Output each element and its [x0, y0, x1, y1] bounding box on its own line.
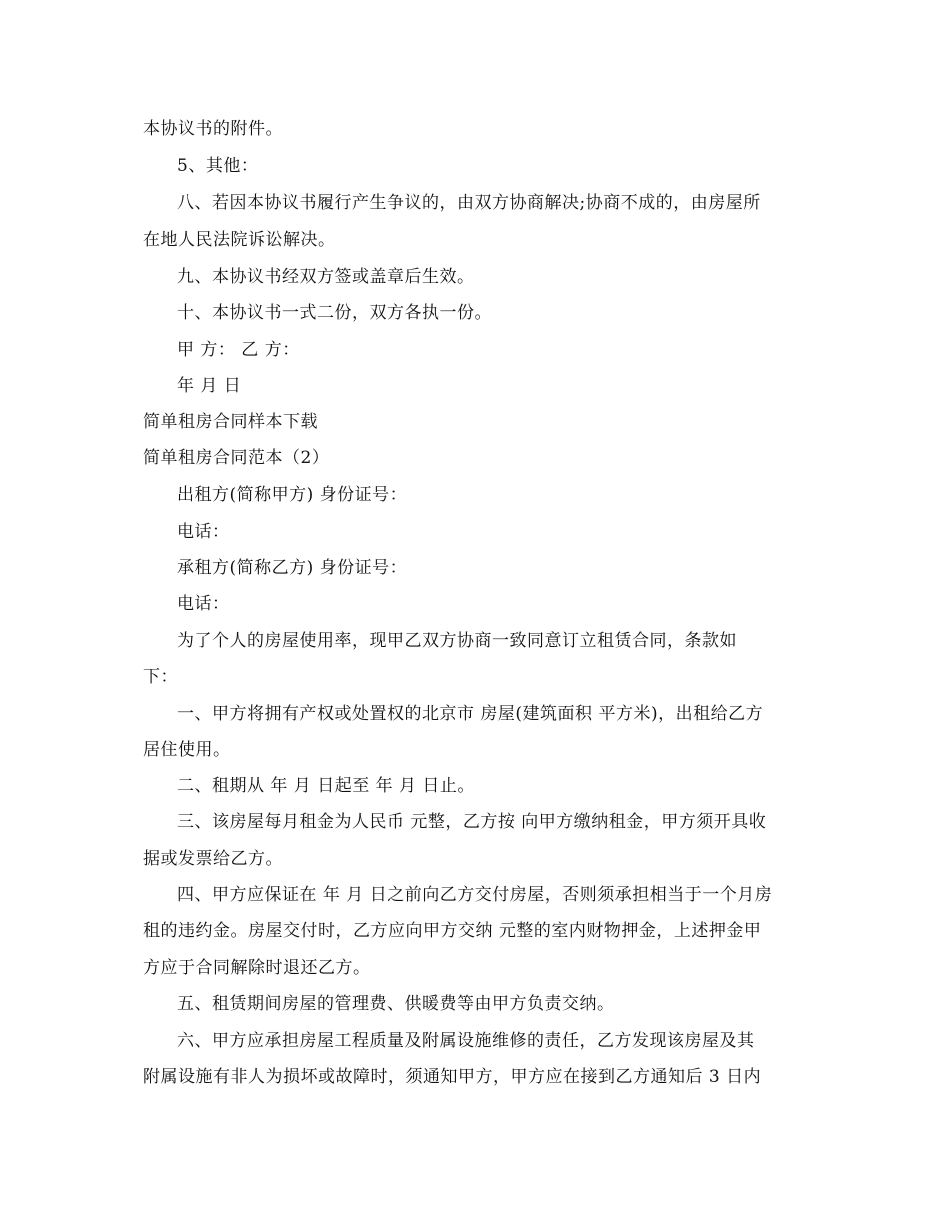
text-line: 在地人民法院诉讼解决。 — [143, 230, 336, 250]
text-line: 据或发票给乙方。 — [143, 849, 283, 869]
text-line: 为了个人的房屋使用率，现甲乙双方协商一致同意订立租赁合同，条款如 — [177, 631, 737, 651]
text-line: 三、该房屋每月租金为人民币 元整，乙方按 向甲方缴纳租金，甲方须开具收 — [177, 812, 767, 832]
text-line: 出租方(简称甲方) 身份证号： — [177, 485, 408, 505]
heading-line: 简单租房合同范本（2） — [143, 448, 330, 468]
text-line: 五、租赁期间房屋的管理费、供暖费等由甲方负责交纳。 — [177, 994, 615, 1014]
text-line: 下： — [143, 667, 178, 687]
text-line: 方应于合同解除时退还乙方。 — [143, 958, 371, 978]
text-line: 四、甲方应保证在 年 月 日之前向乙方交付房屋，否则须承担相当于一个月房 — [177, 885, 773, 905]
text-line: 租的违约金。房屋交付时，乙方应向甲方交纳 元整的室内财物押金，上述押金甲 — [143, 921, 762, 941]
text-line: 甲 方： 乙 方： — [177, 340, 300, 360]
heading-line: 简单租房合同样本下载 — [143, 412, 318, 432]
text-line: 居住使用。 — [143, 740, 231, 760]
text-line: 十、本协议书一式二份，双方各执一份。 — [177, 303, 492, 323]
text-line: 六、甲方应承担房屋工程质量及附属设施维修的责任，乙方发现该房屋及其 — [177, 1031, 755, 1051]
text-line: 八、若因本协议书履行产生争议的，由双方协商解决;协商不成的，由房屋所 — [177, 193, 761, 213]
text-line: 附属设施有非人为损坏或故障时，须通知甲方，甲方应在接到乙方通知后 3 日内 — [143, 1067, 762, 1087]
text-line: 二、租期从 年 月 日起至 年 月 日止。 — [177, 776, 475, 796]
text-line: 九、本协议书经双方签或盖章后生效。 — [177, 267, 475, 287]
text-line: 本协议书的附件。 — [143, 119, 283, 139]
text-line: 年 月 日 — [177, 376, 242, 396]
text-line: 5、其他： — [177, 156, 259, 176]
text-line: 电话： — [177, 522, 230, 542]
text-line: 电话： — [177, 594, 230, 614]
text-line: 承租方(简称乙方) 身份证号： — [177, 558, 408, 578]
text-line: 一、甲方将拥有产权或处置权的北京市 房屋(建筑面积 平方米)，出租给乙方 — [177, 704, 764, 724]
